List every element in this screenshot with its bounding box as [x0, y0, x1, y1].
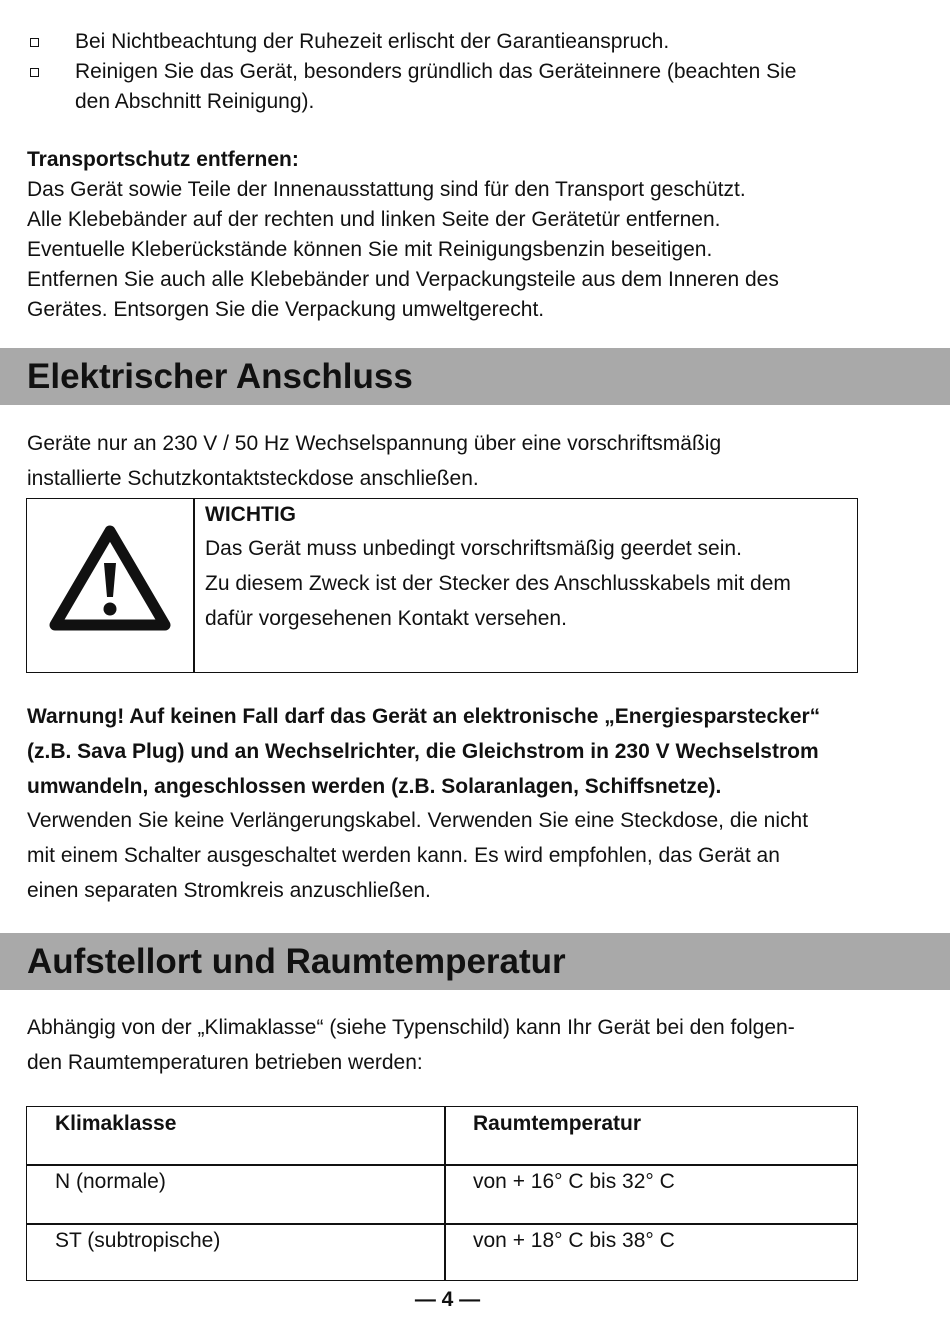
table-cell: ST (subtropische) [55, 1229, 221, 1252]
electrical-line: Geräte nur an 230 V / 50 Hz Wechselspannung über eine vorschriftsmäßig [27, 432, 722, 455]
placement-line: Abhängig von der „Klimaklasse“ (siehe Typenschild) kann Ihr Gerät bei den folgen- [27, 1016, 795, 1039]
transport-line: Eventuelle Kleberückstände können Sie mit Reinigungsbenzin beseitigen. [27, 238, 713, 261]
bullet-square-icon [30, 68, 39, 77]
warning-triangle-icon [49, 525, 171, 633]
transport-line: Alle Klebebänder auf der rechten und linken Seite der Gerätetür entfernen. [27, 208, 721, 231]
page-number: — 4 — [414, 1288, 481, 1311]
transport-heading: Transportschutz entfernen: [27, 148, 299, 171]
important-line: dafür vorgesehenen Kontakt versehen. [205, 607, 567, 630]
warning-note-line: Verwenden Sie keine Verlängerungskabel. Verwenden Sie eine Steckdose, die nicht [27, 809, 809, 832]
intro-bullet-2-cont: den Abschnitt Reinigung). [75, 90, 315, 113]
climate-table [26, 1106, 858, 1281]
important-line: Das Gerät muss unbedingt vorschriftsmäßig geerdet sein. [205, 537, 742, 560]
transport-line: Entfernen Sie auch alle Klebebänder und Verpackungsteile aus dem Inneren des [27, 268, 779, 291]
intro-bullet-1: Bei Nichtbeachtung der Ruhezeit erlischt der Garantieanspruch. [75, 30, 670, 53]
table-cell: von + 16° C bis 32° C [473, 1170, 675, 1193]
electrical-line: installierte Schutzkontaktsteckdose anschließen. [27, 467, 479, 490]
section-title-placement: Aufstellort und Raumtemperatur [27, 942, 566, 981]
intro-bullet-2: Reinigen Sie das Gerät, besonders gründlich das Geräteinnere (beachten Sie [75, 60, 797, 83]
important-heading: WICHTIG [205, 503, 296, 526]
table-header: Raumtemperatur [473, 1112, 642, 1135]
table-header: Klimaklasse [55, 1112, 177, 1135]
warning-line: Warnung! Auf keinen Fall darf das Gerät an elektronische „Energiesparstecker“ [27, 705, 821, 728]
bullet-square-icon [30, 38, 39, 47]
warning-line: umwandeln, angeschlossen werden (z.B. Solaranlagen, Schiffsnetze). [27, 775, 722, 798]
warning-line: (z.B. Sava Plug) und an Wechselrichter, die Gleichstrom in 230 V Wechselstrom [27, 740, 819, 763]
important-line: Zu diesem Zweck ist der Stecker des Anschlusskabels mit dem [205, 572, 791, 595]
important-box-divider [193, 499, 195, 672]
transport-line: Gerätes. Entsorgen Sie die Verpackung umweltgerecht. [27, 298, 545, 321]
section-title-electrical: Elektrischer Anschluss [27, 357, 413, 396]
placement-line: den Raumtemperaturen betrieben werden: [27, 1051, 423, 1074]
warning-note-line: mit einem Schalter ausgeschaltet werden kann. Es wird empfohlen, das Gerät an [27, 844, 780, 867]
transport-line: Das Gerät sowie Teile der Innenausstattung sind für den Transport geschützt. [27, 178, 746, 201]
warning-note-line: einen separaten Stromkreis anzuschließen. [27, 879, 431, 902]
table-cell: N (normale) [55, 1170, 166, 1193]
table-cell: von + 18° C bis 38° C [473, 1229, 675, 1252]
